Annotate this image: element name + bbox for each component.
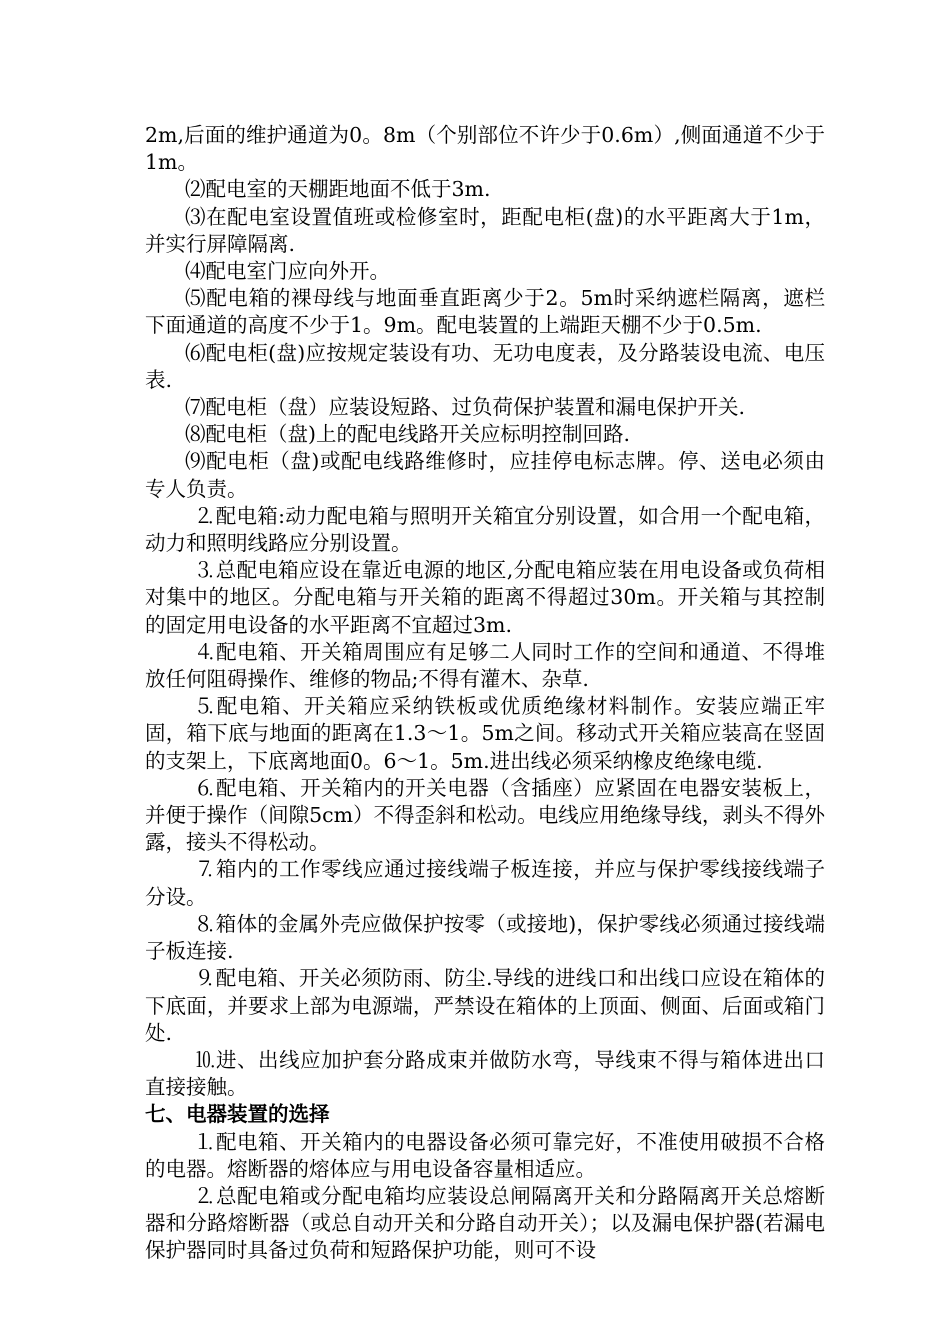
paragraph: ⑹配电柜(盘)应按规定装设有功、无功电度表，及分路装设电流、电压表. bbox=[145, 340, 825, 392]
paragraph: ⑻配电柜（盘)上的配电线路开关应标明控制回路. bbox=[185, 422, 631, 447]
paragraph: ⑷配电室门应向外开。 bbox=[185, 259, 390, 284]
paragraph: ⒉配电箱:动力配电箱与照明开关箱宜分别设置，如合用一个配电箱，动力和照明线路应分别设置。 bbox=[145, 503, 825, 556]
paragraph: ⒎箱内的工作零线应通过接线端子板连接，并应与保护零线接线端子分设。 bbox=[145, 857, 825, 909]
paragraph: ⑵配电室的天棚距地面不低于3m. bbox=[185, 177, 491, 202]
paragraph: ⒊总配电箱应设在靠近电源的地区,分配电箱应装在用电设备或负荷相对集中的地区。分配电箱与开关箱的距离不得超过30m。开关箱与其控制的固定用电设备的水平距离不宜超过3m. bbox=[145, 558, 825, 637]
paragraph: ⑼配电柜（盘)或配电线路维修时，应挂停电标志牌。停、送电必须由专人负责。 bbox=[145, 449, 825, 501]
paragraph: ⒈配电箱、开关箱内的电器设备必须可靠完好，不准使用破损不合格的电器。熔断器的熔体应与用电设备容量相适应。 bbox=[145, 1129, 825, 1181]
paragraph: ⒐配电箱、开关必须防雨、防尘.导线的进线口和出线口应设在箱体的下底面，并要求上部为电源端，严禁设在箱体的上顶面、侧面、后面或箱门处. bbox=[145, 966, 825, 1045]
paragraph: ⑺配电柜（盘）应装设短路、过负荷保护装置和漏电保护开关. bbox=[185, 395, 746, 420]
paragraph: ⒌配电箱、开关箱应采纳铁板或优质绝缘材料制作。安装应端正牢固，箱下底与地面的距离在1.3～1。5m之间。移动式开关箱应装高在竖固的支架上，下底离地面0。6～1。5m.进出线必须采纳橡皮绝缘电缆. bbox=[145, 694, 825, 773]
paragraph: ⒏箱体的金属外壳应做保护按零（或接地)，保护零线必须通过接线端子板连接. bbox=[145, 911, 825, 964]
paragraph: ⒑进、出线应加护套分路成束并做防水弯，导线束不得与箱体进出口直接接触。 bbox=[145, 1047, 825, 1100]
document-body bbox=[145, 122, 825, 1265]
paragraph: 2m,后面的维护通道为0。8m（个别部位不许少于0.6m）,侧面通道不少于1m。 bbox=[145, 123, 825, 175]
paragraph: ⒍配电箱、开关箱内的开关电器（含插座）应紧固在电器安装板上，并便于操作（间隙5cm）不得歪斜和松动。电线应用绝缘导线，剥头不得外露，接头不得松动。 bbox=[145, 775, 825, 855]
paragraph: ⑸配电箱的裸母线与地面垂直距离少于2。5m时采纳遮栏隔离，遮栏下面通道的高度不少于1。9m。配电装置的上端距天棚不少于0.5m. bbox=[145, 286, 825, 338]
paragraph: ⒉总配电箱或分配电箱均应装设总闸隔离开关和分路隔离开关总熔断器和分路熔断器（或总自动开关和分路自动开关）；以及漏电保护器(若漏电保护器同时具备过负荷和短路保护功能，则可不设 bbox=[145, 1183, 825, 1263]
paragraph: ⑶在配电室设置值班或检修室时，距配电柜(盘)的水平距离大于1m，并实行屏障隔离. bbox=[145, 204, 825, 256]
paragraph: ⒋配电箱、开关箱周围应有足够二人同时工作的空间和通道、不得堆放任何阻碍操作、维修的物品;不得有灌木、杂草. bbox=[145, 639, 825, 692]
section-heading: 七、电器装置的选择 bbox=[145, 1102, 330, 1127]
